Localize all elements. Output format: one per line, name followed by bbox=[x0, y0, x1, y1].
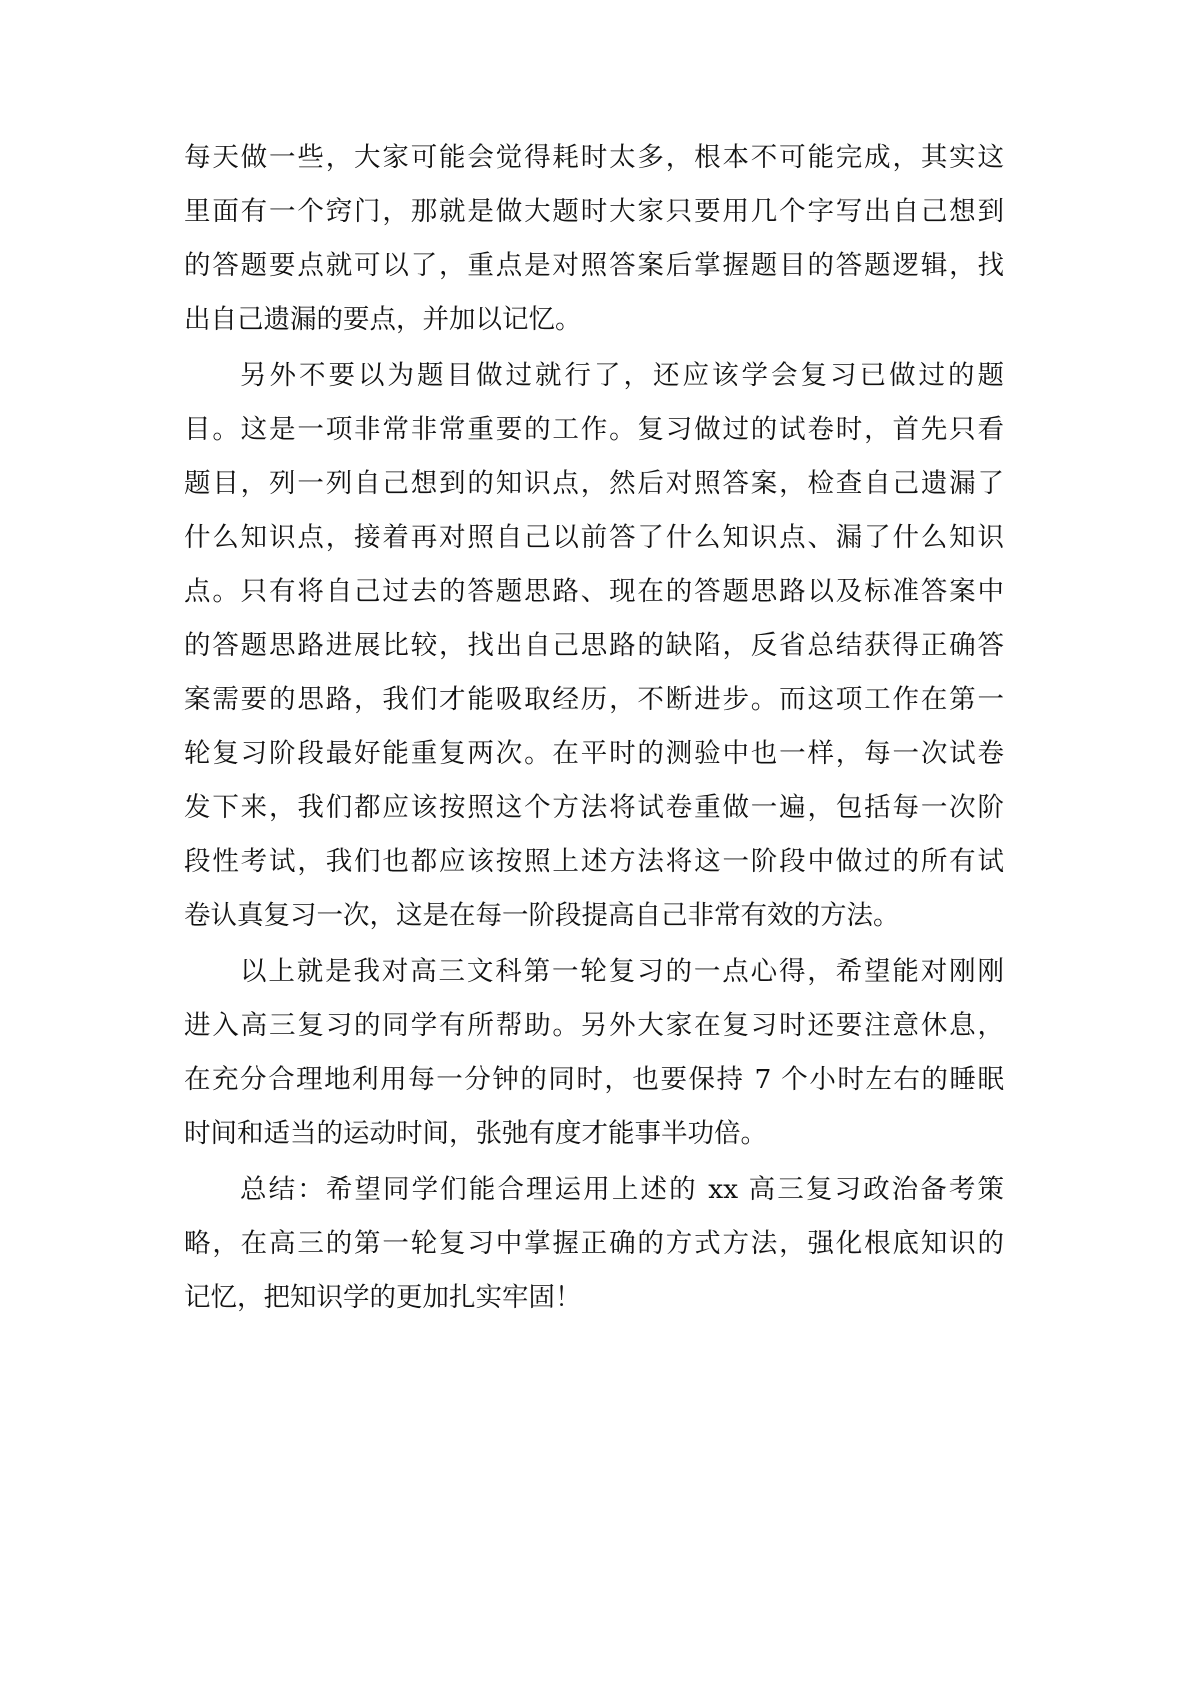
text-line: 出自己遗漏的要点，并加以记忆。 bbox=[184, 304, 582, 335]
text-line: 什么知识点，接着再对照自己以前答了什么知识点、漏了什么知识 bbox=[184, 522, 1004, 553]
text-line: 段性考试，我们也都应该按照上述方法将这一阶段中做过的所有试 bbox=[184, 846, 1004, 877]
text-line: 轮复习阶段最好能重复两次。在平时的测验中也一样，每一次试卷 bbox=[184, 738, 1004, 769]
text-line: 案需要的思路，我们才能吸取经历，不断进步。而这项工作在第一 bbox=[184, 684, 1004, 715]
text-line: 发下来，我们都应该按照这个方法将试卷重做一遍，包括每一次阶 bbox=[184, 792, 1004, 823]
text-line: 另外不要以为题目做过就行了，还应该学会复习已做过的题 bbox=[240, 360, 1004, 391]
text-line: 进入高三复习的同学有所帮助。另外大家在复习时还要注意休息， bbox=[184, 1010, 1004, 1041]
text-line: 记忆，把知识学的更加扎实牢固！ bbox=[184, 1282, 582, 1313]
text-line: 的答题要点就可以了，重点是对照答案后掌握题目的答题逻辑，找 bbox=[184, 250, 1004, 281]
text-line: 卷认真复习一次，这是在每一阶段提高自己非常有效的方法。 bbox=[184, 900, 900, 931]
text-line: 在充分合理地利用每一分钟的同时，也要保持 7 个小时左右的睡眠 bbox=[184, 1064, 1004, 1095]
text-line: 点。只有将自己过去的答题思路、现在的答题思路以及标准答案中 bbox=[184, 576, 1004, 607]
text-line: 总结：希望同学们能合理运用上述的 xx 高三复习政治备考策 bbox=[240, 1174, 1004, 1205]
text-line: 目。这是一项非常非常重要的工作。复习做过的试卷时，首先只看 bbox=[184, 414, 1004, 445]
text-line: 以上就是我对高三文科第一轮复习的一点心得，希望能对刚刚 bbox=[240, 956, 1004, 987]
text-line: 每天做一些，大家可能会觉得耗时太多，根本不可能完成，其实这 bbox=[184, 142, 1004, 173]
text-line: 时间和适当的运动时间，张弛有度才能事半功倍。 bbox=[184, 1118, 767, 1149]
text-line: 里面有一个窍门，那就是做大题时大家只要用几个字写出自己想到 bbox=[184, 196, 1004, 227]
text-line: 略，在高三的第一轮复习中掌握正确的方式方法，强化根底知识的 bbox=[184, 1228, 1004, 1259]
text-line: 题目，列一列自己想到的知识点，然后对照答案，检查自己遗漏了 bbox=[184, 468, 1004, 499]
text-line: 的答题思路进展比较，找出自己思路的缺陷，反省总结获得正确答 bbox=[184, 630, 1004, 661]
